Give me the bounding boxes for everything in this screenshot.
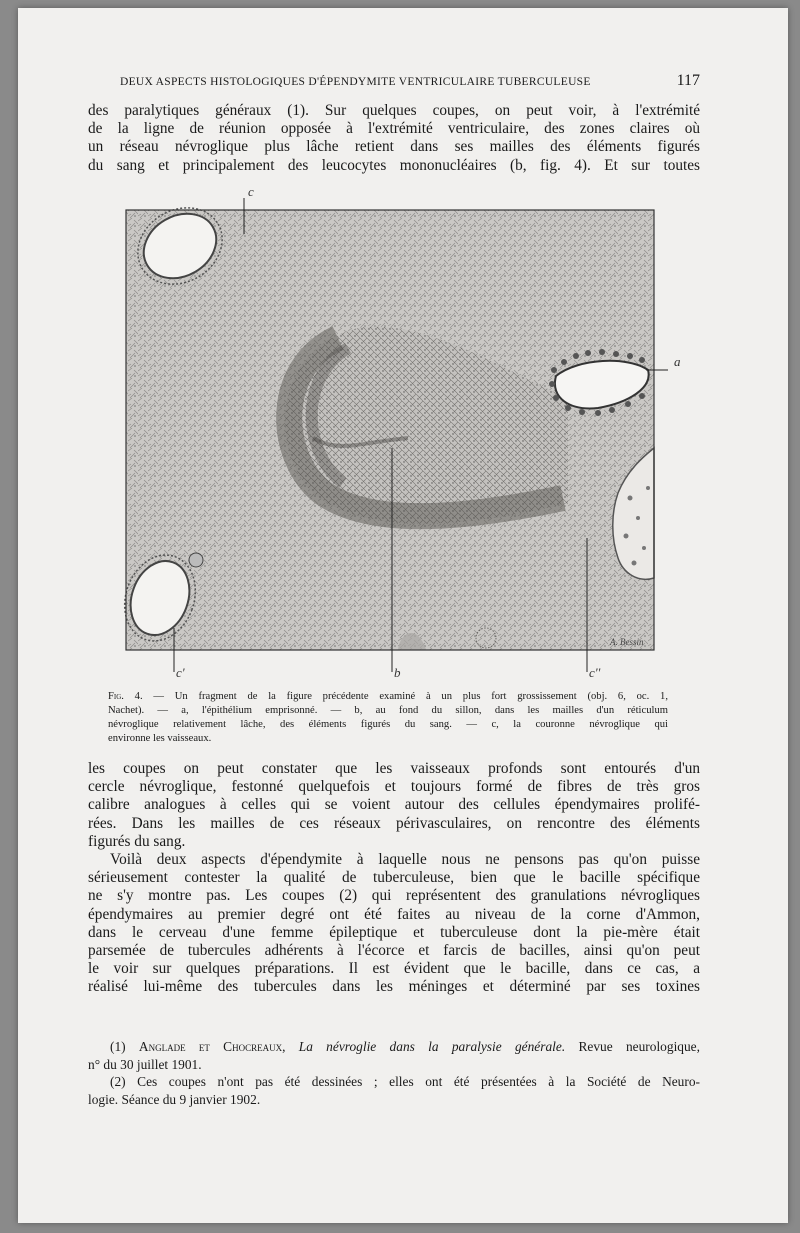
text-line: Voilà deux aspects d'épendymite à laquelle nous ne pensons pas qu'on puisse [110,851,700,868]
text-line: un réseau névroglique plus lâche retient dans ses mailles des éléments figurés [88,138,700,156]
text-line: parsemée de tubercules adhérents à l'écorce et farcis de bacilles, ainsi qu'on peut [88,942,700,960]
figure-reference: Fig. 4. [108,691,143,702]
illustrator-signature: A. Bessin [610,637,644,647]
text-line: le voir sur quelques préparations. Il est évident que le bacille, dans ce cas, a [88,960,700,978]
text-line: dans le cerveau d'une femme épileptique et tuberculeuse dont la pie-mère était [88,923,700,941]
text-line: cercle névroglique, festonné quelquefois et toujours formé de fibres de très gros [88,778,700,796]
footnote-1: (1) Anglade et Chocreaux, La névroglie dans la paralysie générale. Revue neurologique, n° du 30 juillet 1901. [88,1039,700,1072]
text-line: de la ligne de réunion opposée à l'extrémité ventriculaire, des zones claires où [88,120,700,138]
text-line: réalisé lui-même des tubercules dans les méninges et déterminé par ses toxines [88,978,700,996]
label-c-double: c'' [589,665,601,680]
footnote-title: La névroglie dans la paralysie générale. [298,1039,566,1054]
caption-line: névroglique relativement lâche, des éléments figurés du sang. — c, la couronne névroglique qui [108,719,668,730]
histology-drawing [108,184,681,680]
caption-line: Fig. 4. — Un fragment de la figure précédente examiné à un plus fort grossissement (obj. 6, oc. 1, [108,691,668,702]
text-line: du sang et principalement des leucocytes mononucléaires (b, fig. 4). Et sur toutes [88,156,700,174]
text-line: épendymaires au premier degré ont été faites au niveau de la corne d'Ammon, [88,905,700,923]
running-title: DEUX ASPECTS HISTOLOGIQUES D'ÉPENDYMITE VENTRICULAIRE TUBERCULEUSE [120,76,591,88]
text-line: figurés du sang. [88,832,186,850]
footnote-authors: Anglade et Chocreaux, [138,1039,286,1054]
figure-4-illustration [108,184,681,680]
text-line: ne s'y montre pas. Les coupes (2) qui représentent des granulations névrogliques [88,887,700,905]
label-c: c [248,184,254,199]
page-number: 117 [676,72,700,89]
label-b: b [394,665,401,680]
book-page [18,8,788,1223]
label-a: a [674,354,681,369]
caption-line: Nachet). — a, l'épithélium emprisonné. — b, au fond du sillon, dans les mailles d'un réticulum [108,705,668,716]
caption-line: environne les vaisseaux. [108,733,212,744]
footnotes [88,1038,700,1108]
label-c-prime: c' [176,665,185,680]
body-paragraph-2 [88,851,700,997]
text-line: calibre analogues à celles qui se voient autour des cellules épendymaires prolifé- [88,796,700,814]
body-paragraph-1 [88,760,700,851]
text-line: rées. Dans les mailles de ces réseaux périvasculaires, on rencontre des éléments [88,814,700,832]
top-paragraph [88,102,700,175]
footnote-2: (2) Ces coupes n'ont pas été dessinées ; elles ont été présentées à la Société de Neuro- logie. Séance du 9 janvier 1902. [88,1074,700,1107]
text-line: des paralytiques généraux (1). Sur quelques coupes, on peut voir, à l'extrémité [88,102,700,119]
running-head [120,72,700,90]
text-line: sérieusement contester la qualité de tuberculeuse, bien que le bacille spécifique [88,869,700,887]
figure-caption [108,690,668,746]
text-line: les coupes on peut constater que les vaisseaux profonds sont entourés d'un [88,760,700,777]
